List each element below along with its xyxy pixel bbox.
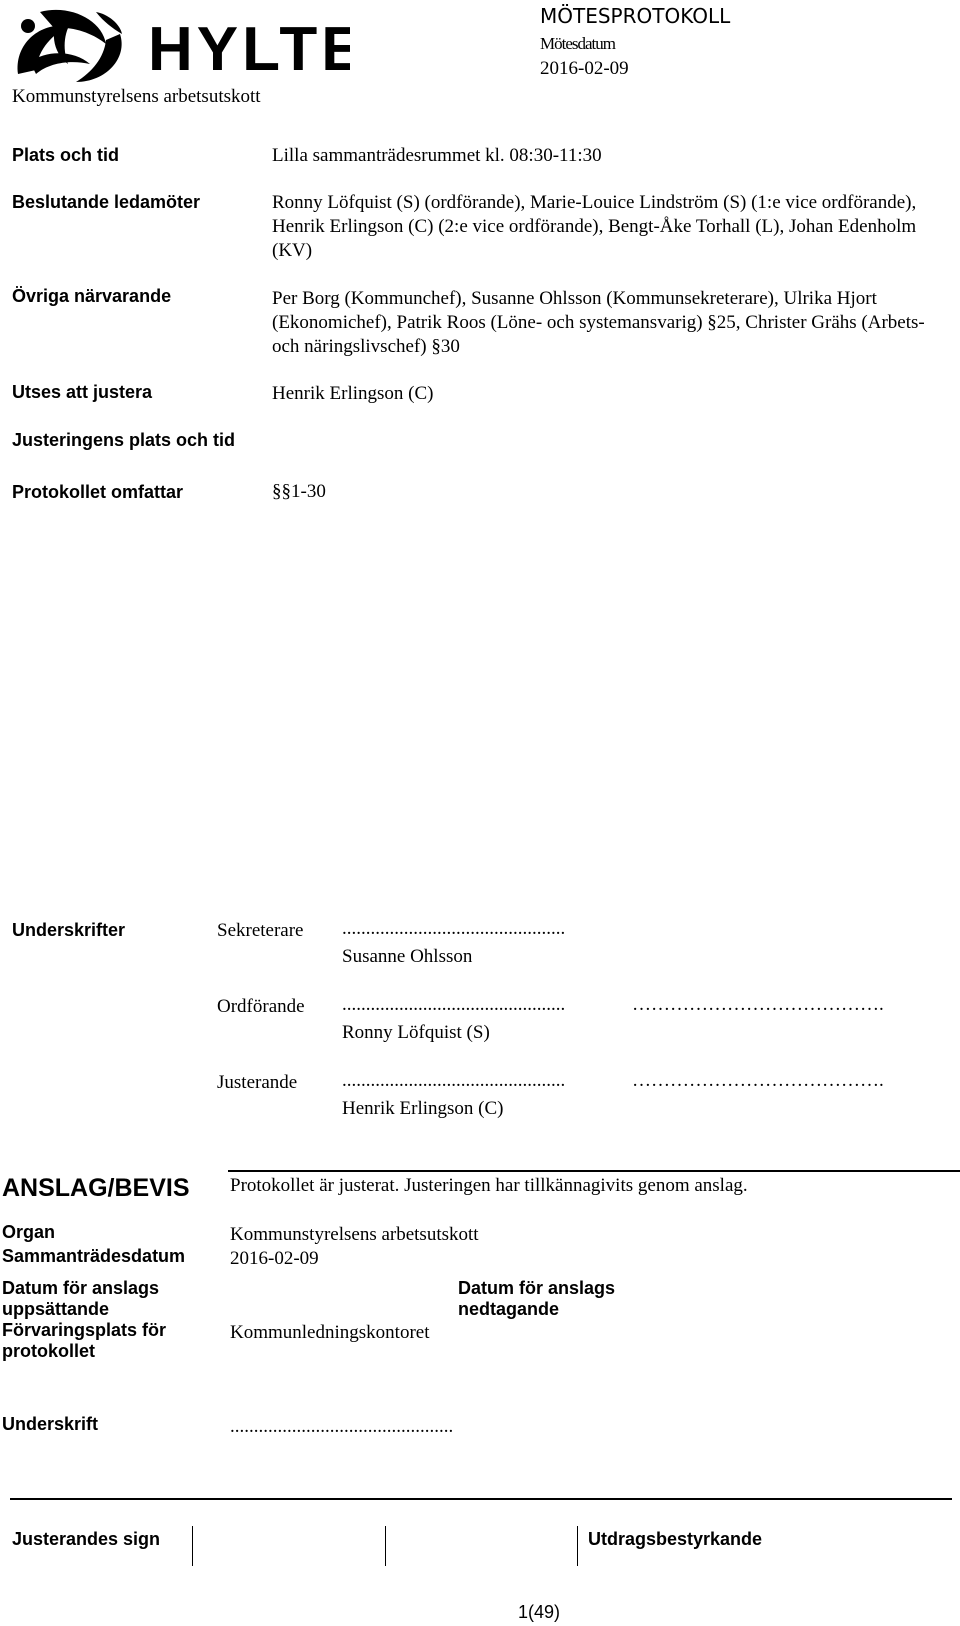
anslag-statement: Protokollet är justerat. Justeringen har tillkännagivits genom anslag. xyxy=(230,1175,748,1196)
signature-line: ............................................... xyxy=(342,994,566,1015)
footer-divider xyxy=(577,1526,578,1566)
signature-label: Underskrift xyxy=(2,1414,99,1434)
adjust-place-label: Justeringens plats och tid xyxy=(12,430,236,450)
organ-label: Organ xyxy=(2,1222,56,1242)
certified-extract-label: Utdragsbestyrkande xyxy=(588,1529,763,1549)
anslag-title: ANSLAG/BEVIS xyxy=(2,1174,190,1202)
others-label: Övriga närvarande xyxy=(12,286,172,306)
signature-name: Susanne Ohlsson xyxy=(342,946,473,967)
removed-label-2: nedtagande xyxy=(458,1299,560,1319)
members-label: Beslutande ledamöter xyxy=(12,192,201,212)
others-value: Per Borg (Kommunchef), Susanne Ohlsson (Kommunsekreterare), Ulrika Hjort (Ekonomichef), Patrik Roos (Löne- och systemansvarig) §25, Christer Grähs (Arbets- och näringslivschef) §30 xyxy=(272,288,925,357)
date-line: …………………………………. xyxy=(632,1070,884,1091)
posted-label-2: uppsättande xyxy=(2,1299,110,1319)
signature-role: Sekreterare xyxy=(217,920,304,941)
meeting-date: 2016-02-09 xyxy=(540,58,629,79)
signatures-label: Underskrifter xyxy=(12,920,126,940)
footer-rule xyxy=(10,1498,952,1500)
meeting-date-label: Sammanträdesdatum xyxy=(2,1246,186,1266)
date-line: …………………………………. xyxy=(632,994,884,1015)
removed-label: Datum för anslags xyxy=(458,1278,616,1298)
hylte-logo xyxy=(10,4,350,93)
meeting-date-value: 2016-02-09 xyxy=(230,1248,319,1269)
signature-line: ............................................... xyxy=(342,1070,566,1091)
footer-divider xyxy=(385,1526,386,1566)
doc-type: MÖTESPROTOKOLL xyxy=(540,4,731,28)
signature-role: Justerande xyxy=(217,1072,298,1093)
footer-divider xyxy=(192,1526,193,1566)
org-name: Kommunstyrelsens arbetsutskott xyxy=(12,86,261,107)
organ-value: Kommunstyrelsens arbetsutskott xyxy=(230,1224,479,1245)
place-label: Plats och tid xyxy=(12,145,120,165)
signature-line: ............................................... xyxy=(342,918,566,939)
signature-name: Ronny Löfquist (S) xyxy=(342,1022,490,1043)
storage-label: Förvaringsplats för xyxy=(2,1320,167,1340)
date-label: Mötesdatum xyxy=(540,34,615,53)
scope-label: Protokollet omfattar xyxy=(12,482,184,502)
storage-label-2: protokollet xyxy=(2,1341,95,1361)
anslag-rule xyxy=(228,1170,960,1172)
storage-value: Kommunledningskontoret xyxy=(230,1322,430,1343)
hylte-emblem-icon xyxy=(10,4,350,88)
posted-label: Datum för anslags xyxy=(2,1278,160,1298)
scope-value: §§1-30 xyxy=(272,481,326,502)
signature-name: Henrik Erlingson (C) xyxy=(342,1098,504,1119)
members-value: Ronny Löfquist (S) (ordförande), Marie-Louice Lindström (S) (1:e vice ordförande), Henrik Erlingson (C) (2:e vice ordförande), Bengt-Åke Torhall (L), Johan Edenholm (KV) xyxy=(272,192,917,261)
adjuster-value: Henrik Erlingson (C) xyxy=(272,383,434,404)
hylte-wordmark: HYLTE xyxy=(148,15,350,84)
adjusters-sign-label: Justerandes sign xyxy=(12,1529,161,1549)
place-value: Lilla sammanträdesrummet kl. 08:30-11:30 xyxy=(272,145,602,166)
signature-line: ............................................... xyxy=(230,1416,454,1437)
page-number: 1(49) xyxy=(518,1602,561,1622)
adjuster-label: Utses att justera xyxy=(12,382,153,402)
signature-role: Ordförande xyxy=(217,996,305,1017)
